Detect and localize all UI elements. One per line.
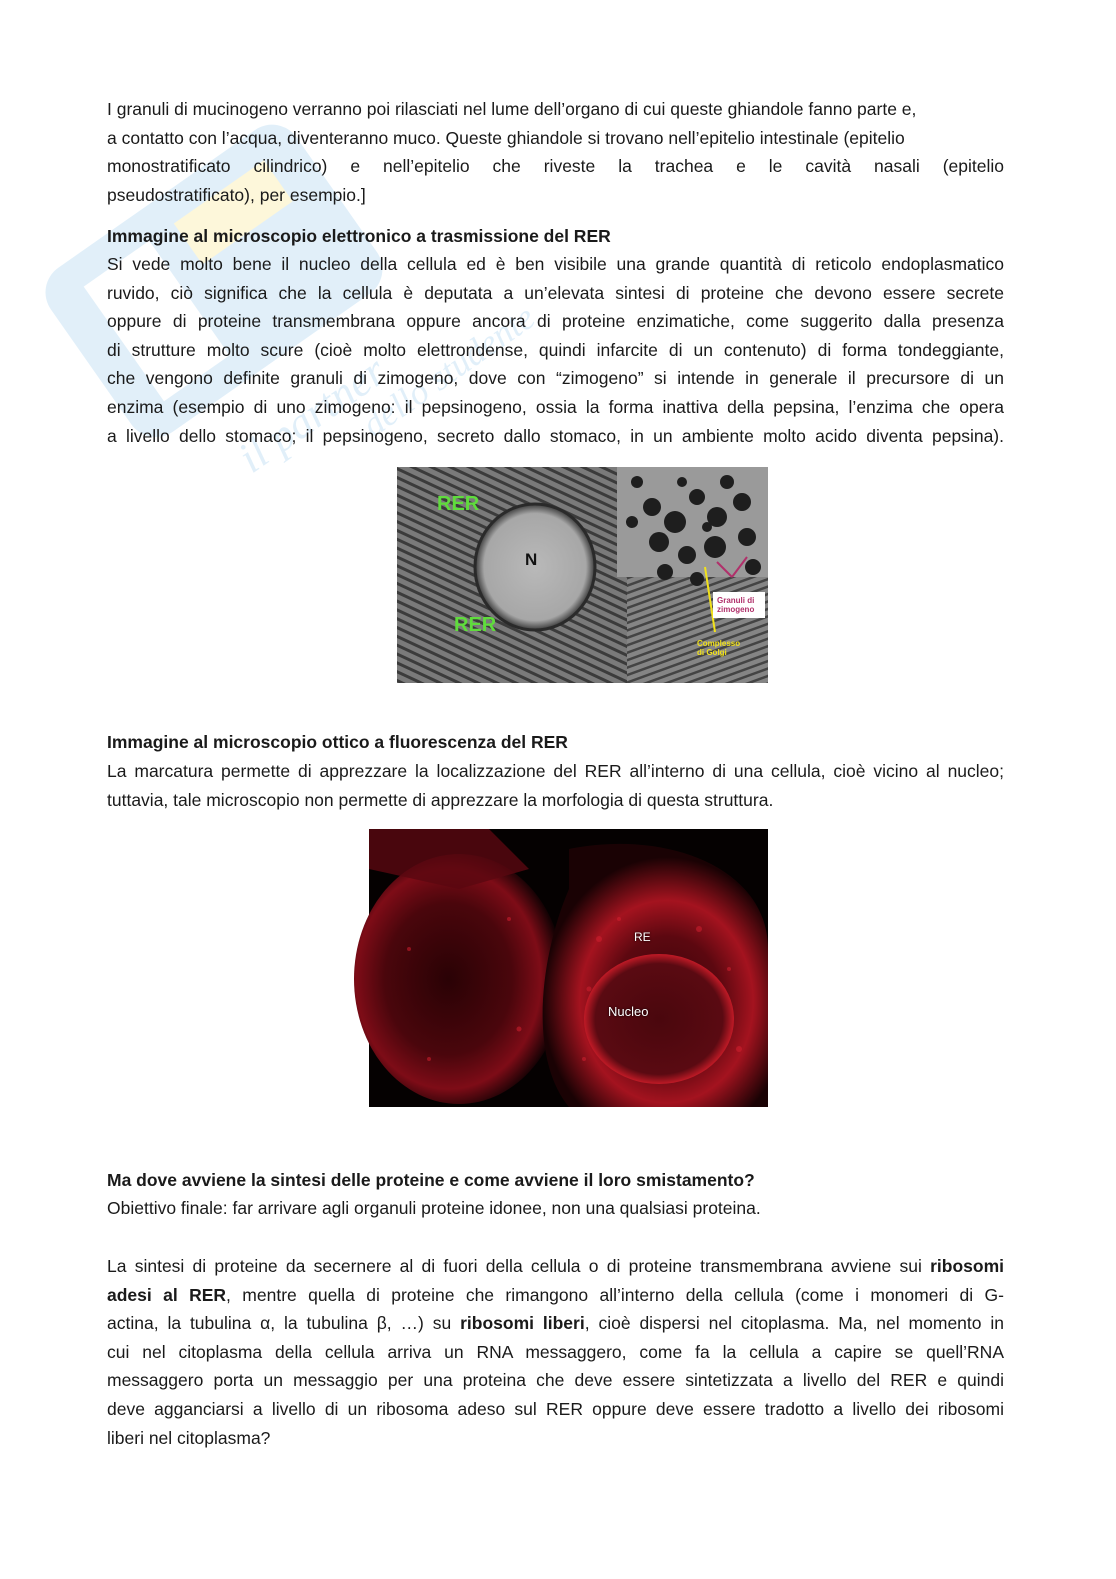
label-nucleo: Nucleo xyxy=(608,1004,649,1019)
label-golgi-line: di Golgi xyxy=(697,648,727,657)
bold-term: ribosomi xyxy=(930,1256,1004,1276)
label-golgi xyxy=(697,639,740,657)
fluorescence-micrograph xyxy=(369,829,768,1107)
text-span: , mentre quella di proteine che rimangono all’interno della cellula (come i monomeri di G- xyxy=(226,1284,1004,1305)
text-line: I granuli di mucinogeno verranno poi rilasciati nel lume dell’organo di cui queste ghiandole fanno parte e, xyxy=(107,99,917,119)
text-line: deve agganciarsi a livello di un ribosoma adeso sul RER oppure deve essere tradotto a livello dei ribosomi xyxy=(107,1398,1004,1419)
label-golgi-line: Complesso xyxy=(697,639,741,648)
text-line: di strutture molto scure (cioè molto elettrondense, quindi infarcite di un contenuto) di forma tondeggiante, xyxy=(107,339,1004,360)
text-line: pseudostratificato), per esempio.] xyxy=(107,184,366,205)
watermark-text-1: il partner xyxy=(229,346,395,483)
text-line: oppure di proteine transmembrana oppure ancora di proteine enzimatiche, come suggerito dalla presenza xyxy=(107,311,1004,332)
heading-sintesi: Ma dove avviene la sintesi delle proteine e come avviene il loro smistamento? xyxy=(107,1170,755,1190)
text-span: , cioè dispersi nel citoplasma. Ma, nel momento in xyxy=(584,1313,1005,1334)
text-line: tuttavia, tale microscopio non permette di apprezzare la morfologia di questa struttura. xyxy=(107,789,774,810)
label-rer-bottom: RER xyxy=(454,614,497,636)
heading-tem: Immagine al microscopio elettronico a trasmissione del RER xyxy=(107,226,611,246)
label-nucleus: N xyxy=(525,550,538,569)
label-granuli xyxy=(717,596,754,614)
label-granuli-line: zimogeno xyxy=(717,605,755,614)
fluo-paragraph xyxy=(107,757,1004,814)
fluorescence-image xyxy=(369,829,768,1107)
final-paragraph xyxy=(107,1252,1004,1452)
text-line: La marcatura permette di apprezzare la localizzazione del RER all’interno di una cellula, cioè vicino al nucleo; xyxy=(107,761,1004,781)
tem-micrograph xyxy=(397,467,768,683)
text-line: monostratificato cilindrico) e nell’epitelio che riveste la trachea e le cavità nasali (epitelio xyxy=(107,156,1004,177)
watermark-text-2: dello studente xyxy=(354,296,543,445)
tem-paragraph xyxy=(107,250,1004,450)
text-line: a livello dello stomaco; il pepsinogeno, secreto dallo stomaco, in un ambiente molto acido diventa pepsina). xyxy=(107,425,1004,446)
obiettivo-paragraph: Obiettivo finale: far arrivare agli organuli proteine idonee, non una qualsiasi proteina. xyxy=(107,1198,761,1218)
intro-paragraph xyxy=(107,95,1004,209)
heading-fluo: Immagine al microscopio ottico a fluorescenza del RER xyxy=(107,732,568,752)
text-line: Si vede molto bene il nucleo della cellula ed è ben visibile una grande quantità di reticolo endoplasmatico xyxy=(107,254,1004,274)
text-line xyxy=(107,1252,1004,1281)
text-line: enzima (esempio di uno zimogeno: il pepsinogeno, ossia la forma inattiva della pepsina, l’enzima che opera xyxy=(107,396,1004,417)
text-line: ruvido, ciò significa che la cellula è deputata a un’elevata sintesi di proteine che devono essere secrete xyxy=(107,282,1004,303)
text-span: actina, la tubulina α, la tubulina β, …) su xyxy=(107,1313,461,1334)
text-line: messaggero porta un messaggio per una proteina che deve essere sintetizzata a livello del RER e quindi xyxy=(107,1370,1004,1391)
text-span: La sintesi di proteine da secernere al di fuori della cellula o di proteine transmembrana avviene sui xyxy=(107,1256,931,1276)
bold-term: adesi al RER xyxy=(107,1284,227,1305)
text-line: a contatto con l’acqua, diventeranno muco. Queste ghiandole si trovano nell’epitelio intestinale (epitelio xyxy=(107,127,905,148)
text-line xyxy=(107,1309,1004,1338)
label-granuli-line: Granuli di xyxy=(717,596,755,605)
text-line: cui nel citoplasma della cellula arriva un RNA messaggero, come fa la cellula a capire se quell’RNA xyxy=(107,1341,1004,1362)
label-rer-top: RER xyxy=(437,493,480,515)
text-line: che vengono definite granuli di zimogeno, dove con “zimogeno” si intende in generale il precursore di un xyxy=(107,368,1004,389)
bold-term: ribosomi liberi xyxy=(460,1313,585,1334)
label-re: RE xyxy=(634,930,651,944)
text-line xyxy=(107,1281,1004,1310)
text-line: liberi nel citoplasma? xyxy=(107,1427,271,1448)
